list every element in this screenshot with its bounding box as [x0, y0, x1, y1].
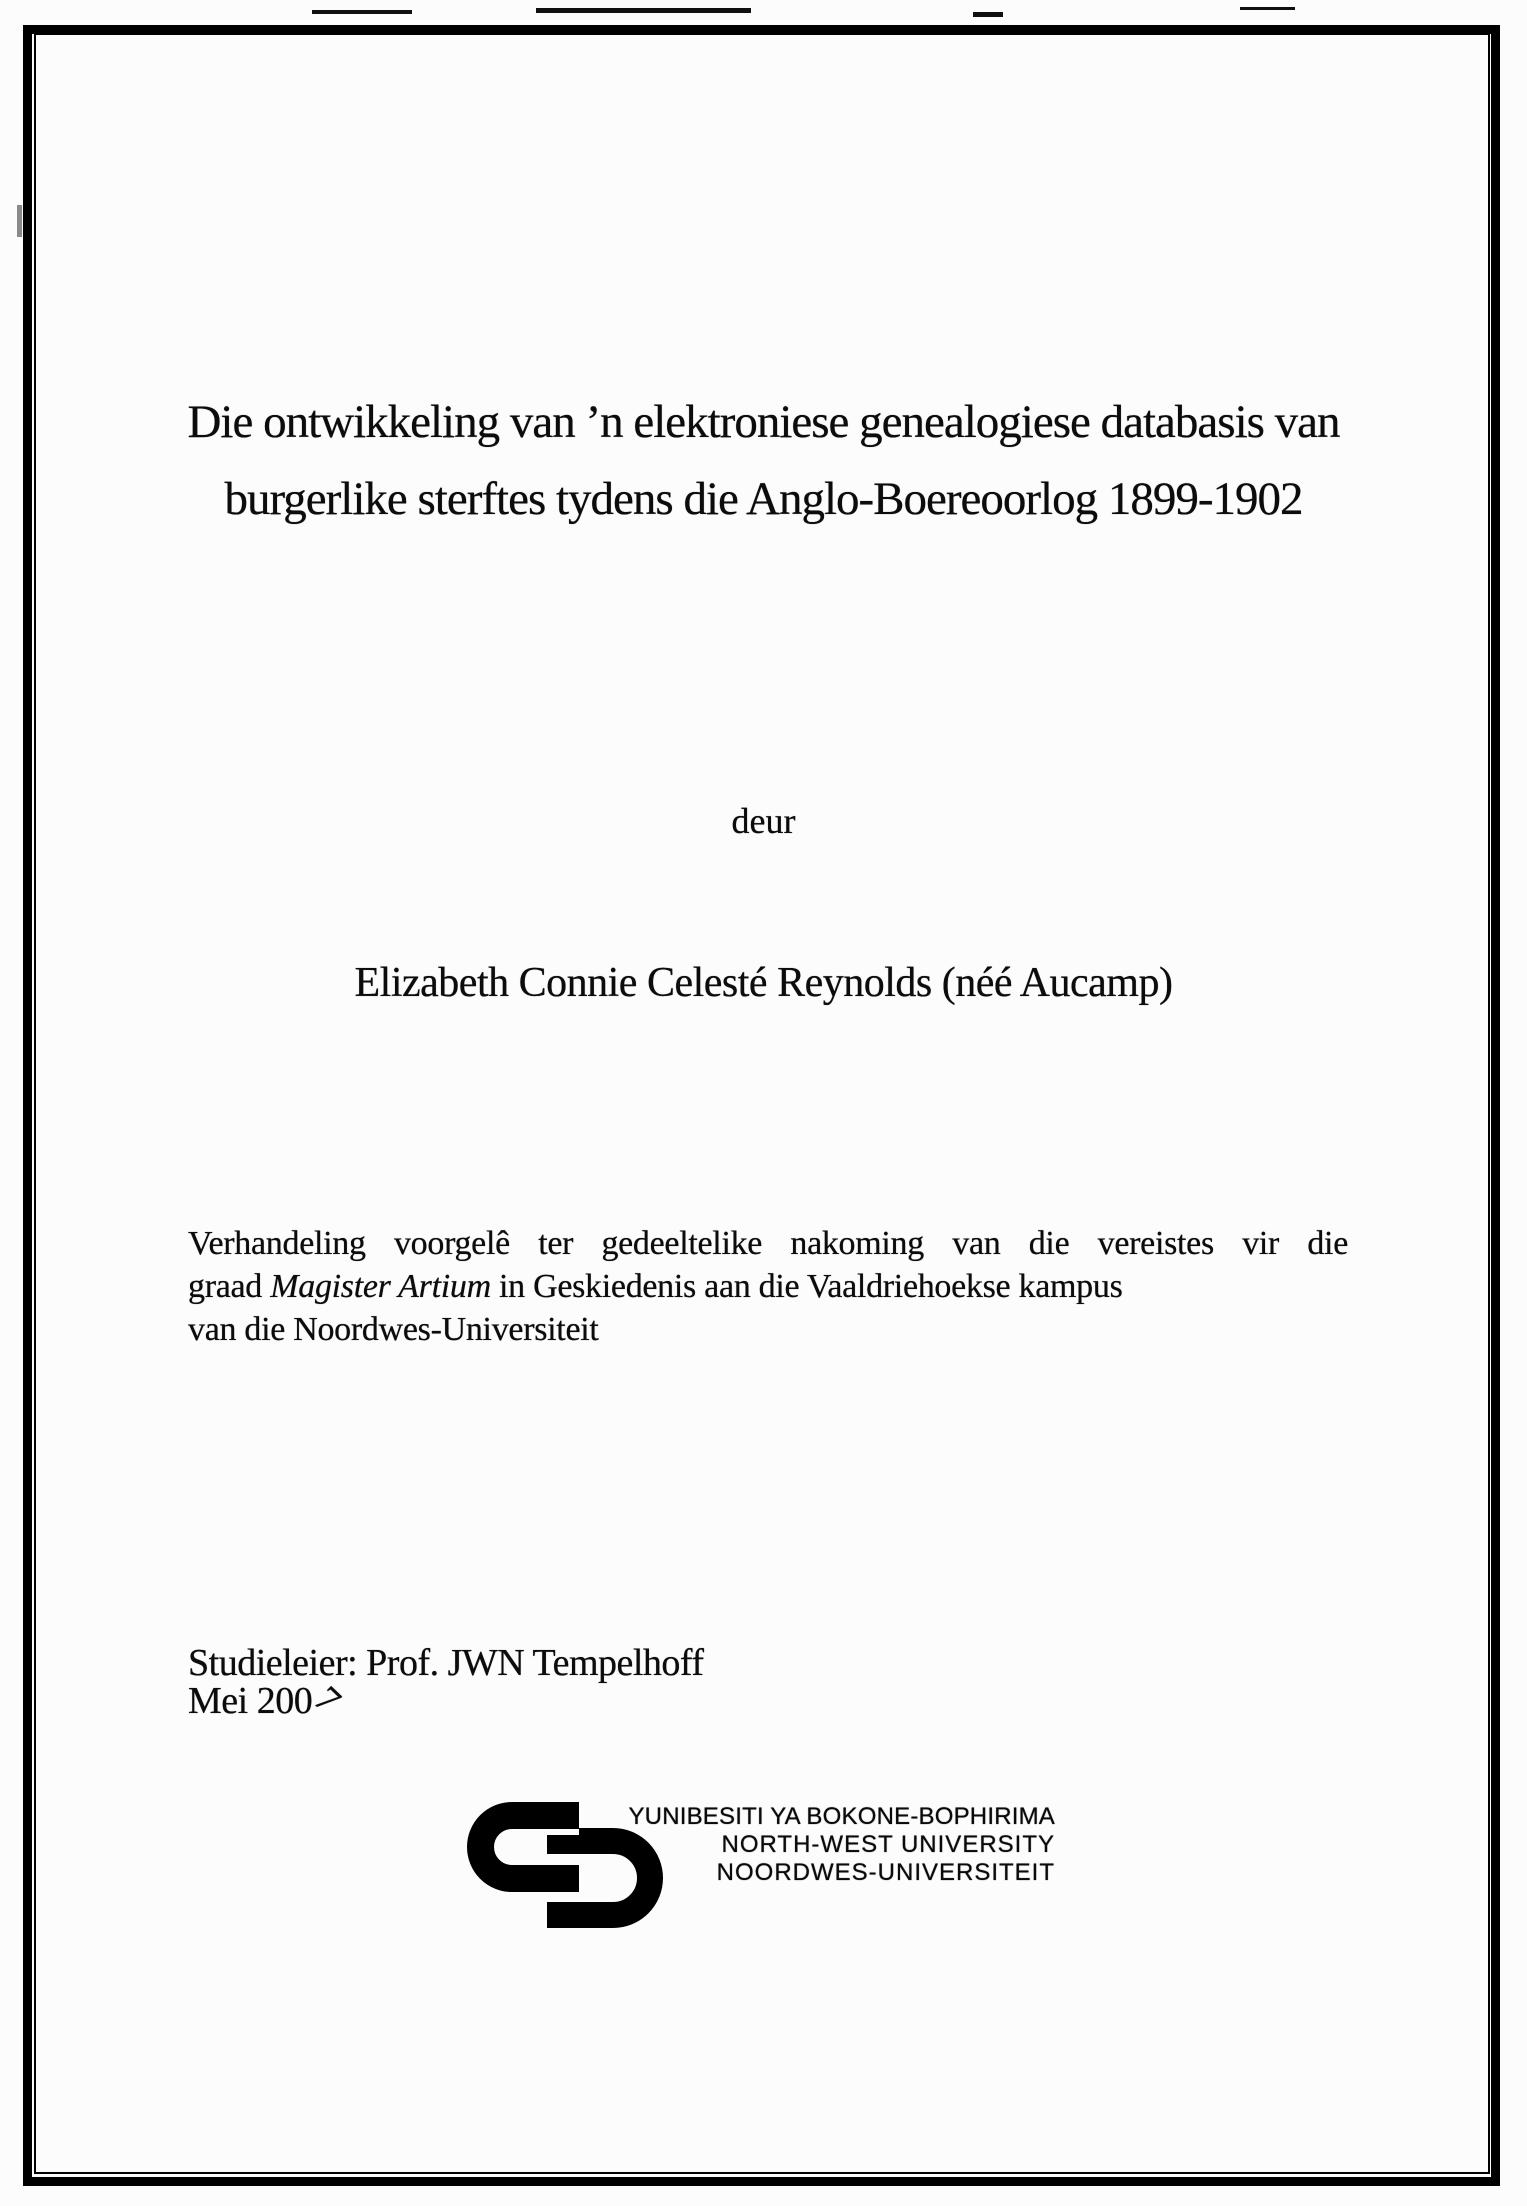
- degree-name: Magister Artium: [270, 1268, 491, 1305]
- university-name-setswana: YUNIBESITI YA BOKONE-BOPHIRIMA: [628, 1803, 1055, 1830]
- scan-artifact: [312, 10, 412, 14]
- thesis-statement-line1: Verhandeling voorgelê ter gedeeltelike nakoming van die vereistes vir die: [188, 1225, 1348, 1262]
- author-name: Elizabeth Connie Celesté Reynolds (néé Aucamp): [354, 960, 1173, 1006]
- thesis-title: [50, 384, 1477, 538]
- thesis-statement-line2-prefix: graad: [188, 1268, 271, 1305]
- university-name-afrikaans: NOORDWES-UNIVERSITEIT: [716, 1859, 1055, 1886]
- thesis-statement-line2-suffix: in Geskiedenis aan die Vaaldriehoekse kampus: [490, 1268, 1123, 1305]
- thesis-title-line1: Die ontwikkeling van ’n elektroniese genealogiese databasis van: [187, 396, 1340, 448]
- thesis-statement: [188, 1222, 1348, 1351]
- scan-artifact: [536, 8, 751, 13]
- thesis-title-line2: burgerlike sterftes tydens die Anglo-Boereoorlog 1899-1902: [224, 473, 1303, 525]
- date-last-digit: 7: [305, 1678, 349, 1722]
- scan-artifact: [1240, 7, 1295, 10]
- supervisor-block: [188, 1644, 704, 1720]
- date-line: [188, 1678, 704, 1722]
- scan-artifact: [17, 205, 22, 237]
- thesis-statement-line2: [188, 1265, 1348, 1308]
- date-prefix: Mei 200: [188, 1680, 313, 1722]
- university-wordmark: [555, 1803, 1055, 1887]
- university-name-english: NORTH-WEST UNIVERSITY: [721, 1831, 1055, 1858]
- supervisor-line: Studieleier: Prof. JWN Tempelhoff: [188, 1642, 704, 1684]
- byline: deur: [731, 801, 796, 841]
- thesis-statement-line3: van die Noordwes-Universiteit: [188, 1311, 599, 1348]
- scan-artifact: [973, 12, 1003, 17]
